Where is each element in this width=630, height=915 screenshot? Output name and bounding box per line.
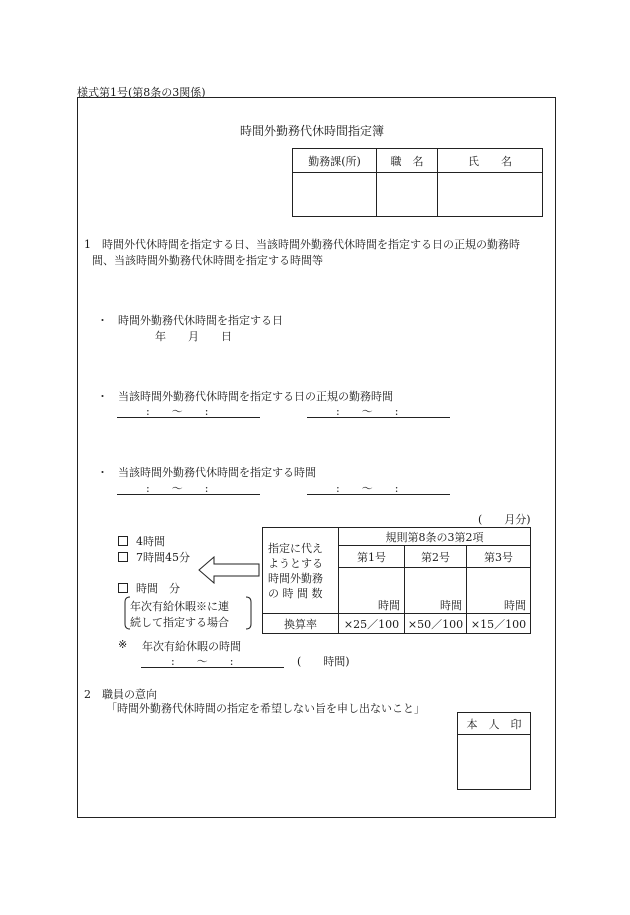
item3-underline-2 — [307, 494, 450, 495]
rate-table-row-label — [263, 528, 339, 614]
bullet: ・ — [97, 314, 108, 327]
rate-3: ×15／100 — [467, 614, 531, 634]
form-number: 様式第1号(第8条の3関係) — [77, 86, 206, 99]
section2-heading: 2 職員の意向 — [84, 688, 157, 701]
item2-time-range-1: : 〜 : — [146, 405, 209, 418]
item1-date: 年 月 日 — [155, 330, 232, 343]
rule-header: 規則第8条の3第2項 — [339, 528, 531, 546]
col-1-header: 第1号 — [339, 546, 405, 568]
col-2-header: 第2号 — [405, 546, 467, 568]
note-underline — [141, 667, 284, 668]
section2-statement: 「時間外勤務代休時間の指定を希望しない旨を申し出ないこと」 — [106, 702, 425, 715]
col-2-hours[interactable]: 時間 — [405, 568, 467, 614]
department-header: 勤務課(所) — [293, 149, 377, 173]
item2-underline-1 — [117, 417, 260, 418]
item1-label: 時間外勤務代休時間を指定する日 — [118, 314, 283, 327]
row-label-line1: 指定に代え — [268, 541, 323, 555]
item2-label: 当該時間外勤務代休時間を指定する日の正規の勤務時間 — [118, 390, 393, 403]
col-1-hours[interactable]: 時間 — [339, 568, 405, 614]
col-3-hours[interactable]: 時間 — [467, 568, 531, 614]
row-label-line2: ようとする — [268, 556, 323, 570]
note-label: 年次有給休暇の時間 — [142, 640, 241, 653]
note-time-range: : 〜 : — [171, 655, 234, 668]
left-arrow-icon — [198, 556, 260, 584]
option-custom-label: 時間 分 — [136, 582, 180, 595]
month-label: ( 月分) — [478, 513, 531, 526]
item3-underline-1 — [117, 494, 260, 495]
row-label-line3: 時間外勤務 — [268, 571, 323, 585]
position-cell[interactable] — [377, 173, 438, 217]
rate-1: ×25／100 — [339, 614, 405, 634]
option-7h45m[interactable] — [118, 549, 190, 565]
rate-2: ×50／100 — [405, 614, 467, 634]
name-cell[interactable] — [438, 173, 543, 217]
rate-label: 換算率 — [263, 614, 339, 634]
header-table — [292, 148, 543, 217]
checkbox-icon[interactable] — [118, 552, 128, 562]
item3-time-range-2: : 〜 : — [336, 482, 399, 495]
bullet: ・ — [97, 390, 108, 403]
section1-text-line2: 間、当該時間外勤務代休時間を指定する時間等 — [92, 254, 323, 267]
section1-text-line1: 1 時間外代休時間を指定する日、当該時間外勤務代休時間を指定する日の正規の勤務時 — [84, 238, 520, 251]
checkbox-icon[interactable] — [118, 583, 128, 593]
note-hours: ( 時間) — [297, 655, 350, 668]
option-4h-label: 4時間 — [136, 535, 165, 548]
position-header: 職 名 — [377, 149, 438, 173]
row-label-line4: の 時 間 数 — [268, 586, 323, 600]
item2-underline-2 — [307, 417, 450, 418]
col-3-header: 第3号 — [467, 546, 531, 568]
name-header: 氏 名 — [438, 149, 543, 173]
bracket-text-line2: 続して指定する場合 — [130, 616, 229, 629]
option-4h[interactable] — [118, 533, 165, 549]
item3-label: 当該時間外勤務代休時間を指定する時間 — [118, 466, 316, 479]
item2-time-range-2: : 〜 : — [336, 405, 399, 418]
seal-box — [457, 712, 531, 790]
item3-time-range-1: : 〜 : — [146, 482, 209, 495]
department-cell[interactable] — [293, 173, 377, 217]
rate-table — [262, 527, 531, 634]
form-title: 時間外勤務代休時間指定簿 — [240, 124, 385, 138]
checkbox-icon[interactable] — [118, 536, 128, 546]
bracket-text-line1: 年次有給休暇※に連 — [130, 600, 229, 613]
note-mark: ※ — [118, 638, 128, 651]
option-custom[interactable] — [118, 580, 180, 596]
seal-area[interactable] — [458, 735, 531, 790]
bullet: ・ — [97, 466, 108, 479]
seal-label: 本 人 印 — [458, 713, 531, 735]
option-7h45m-label: 7時間45分 — [136, 551, 190, 564]
